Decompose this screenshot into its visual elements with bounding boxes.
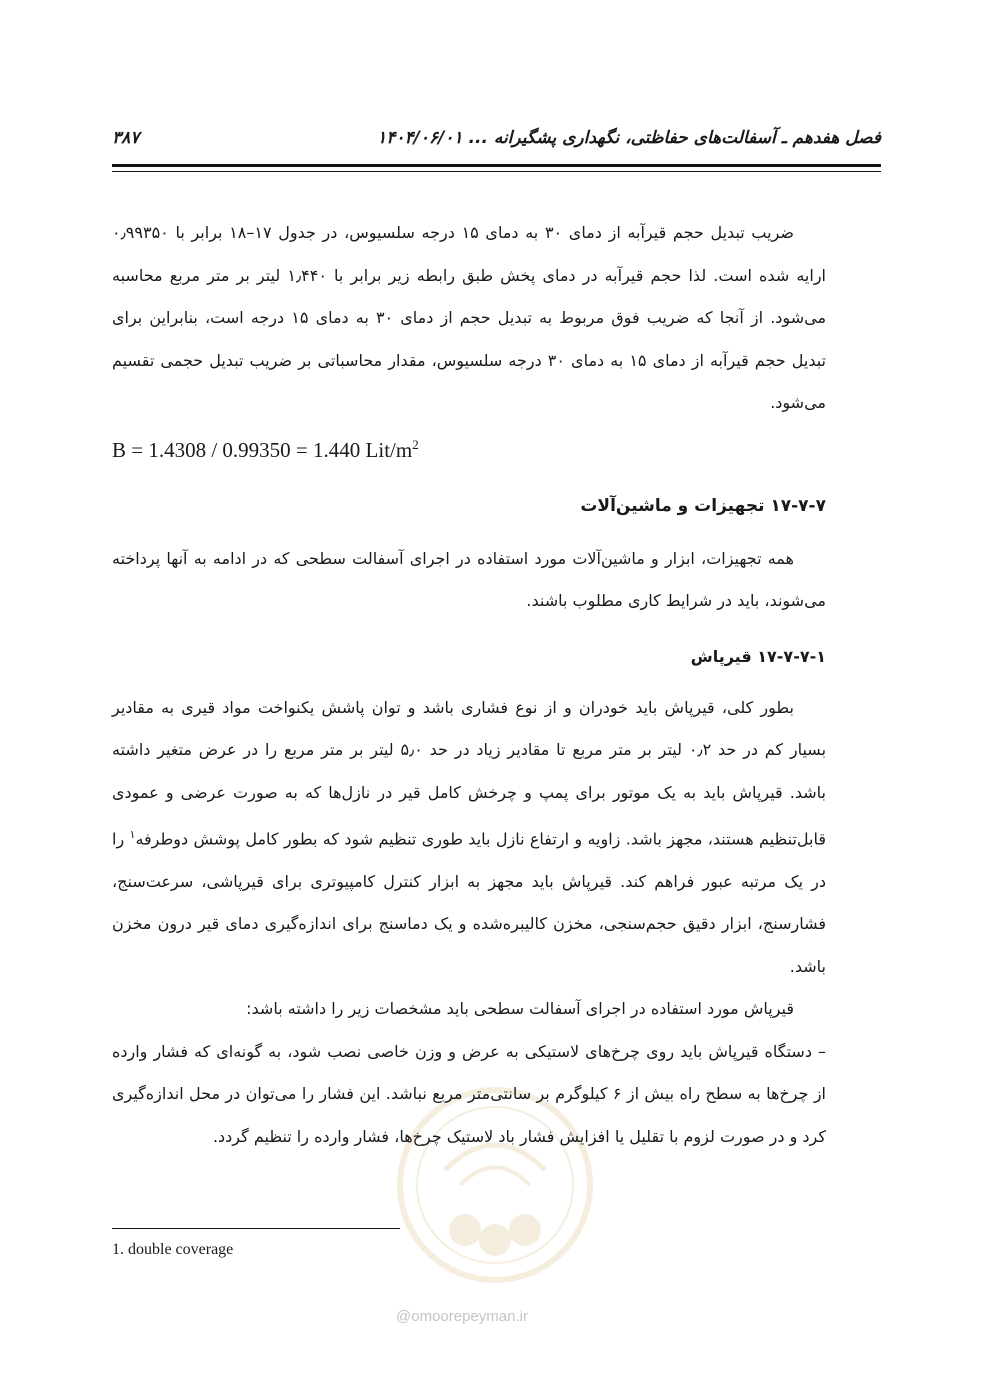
formula-text: B = 1.4308 / 0.99350 = 1.440 Lit/m — [112, 437, 413, 462]
paragraph-distributor-part-a: بطور کلی، قیرپاش باید خودران و از نوع فشاری باشد و توان پاشش یکنواخت مواد قیری به مقادیر بسیار کم در حد ۰٫۲ لیتر بر متر مربع تا مقادیر زیاد در حد ۵٫۰ لیتر بر متر مربع را در عرض متغیر داشته باشد. قیرپاش باید به یک موتور برای پمپ و چرخش کامل قیر در نازل‌ها که به صورت عرضی و عمودی قابل‌تنظیم هستند، مجهز باشد. زاویه و ارتفاع نازل باید طوری تنظیم شود که بطور کامل پوشش دوطرفه — [112, 697, 827, 849]
footnote-marker: ۱ — [129, 828, 136, 841]
chapter-title: فصل هفدهم ـ آسفالت‌های حفاظتی، نگهداری پشگیرانه ... ۱۴۰۴/۰۶/۰۱ — [377, 128, 881, 148]
section-heading-equipment: ۱۷-۷-۷ تجهیزات و ماشین‌آلات — [580, 495, 826, 516]
paragraph-specs-intro: قیرپاش مورد استفاده در اجرای آسفالت سطحی باید مشخصات زیر را داشته باشد: — [246, 999, 794, 1019]
watermark-text: @omoorepeyman.ir — [396, 1308, 528, 1325]
paragraph-distributor — [112, 687, 826, 989]
header-rule-thin — [112, 171, 881, 172]
paragraph-wheel-spec: – دستگاه قیرپاش باید روی چرخ‌های لاستیکی به عرض و وزن خاصی نصب شود، به گونه‌ای که فشار وارده از چرخ‌ها به سطح راه بیش از ۶ کیلوگرم بر سانتی‌متر مربع نباشد. این فشار را می‌توان در محل اندازه‌گیری کرد و در صورت لزوم با تقلیل یا افزایش فشار باد لاستیک چرخ‌ها، فشار وارده را تنظیم گردد. — [112, 1041, 826, 1146]
paragraph-equipment: همه تجهیزات، ابزار و ماشین‌آلات مورد استفاده در اجرای آسفالت سطحی که در ادامه به آنها پرداخته می‌شوند، باید در شرایط کاری مطلوب باشند. — [112, 548, 826, 610]
paragraph-distributor-part-b: را در یک مرتبه عبور فراهم کند. قیرپاش باید مجهز به ابزار کنترل کامپیوتری برای قیرپاشی، سرعت‌سنج، فشارسنج، ابزار دقیق حجم‌سنجی، مخزن کالیبره‌شده و یک دماسنج برای اندازه‌گیری دمای قیر درون مخزن باشد. — [112, 829, 826, 976]
header-rule-thick — [112, 164, 881, 167]
page-number: ۳۸۷ — [112, 128, 140, 148]
footnote: 1. double coverage — [112, 1241, 234, 1258]
subsection-heading-distributor: ۱۷-۷-۷-۱ قیرپاش — [690, 646, 826, 666]
page-header — [112, 128, 881, 158]
paragraph-conversion-factor: ضریب تبدیل حجم قیرآبه از دمای ۳۰ به دمای ۱۵ درجه سلسیوس، در جدول ۱۷–۱۸ برابر با ۰٫۹۹۳۵۰ ارایه شده است. لذا حجم قیرآبه در دمای پخش طبق رابطه زیر برابر با ۱٫۴۴۰ لیتر بر متر مربع محاسبه می‌شود. از آنجا که ضریب فوق مربوط به تبدیل حجم از دمای ۳۰ به دمای ۱۵ درجه است، بنابراین برای تبدیل حجم قیرآبه از دمای ۱۵ به دمای ۳۰ درجه سلسیوس، مقدار محاسباتی بر ضریب تبدیل حجمی تقسیم می‌شود. — [112, 223, 827, 412]
formula-b — [112, 425, 826, 470]
page-body — [112, 212, 826, 1158]
footnote-rule — [112, 1228, 400, 1229]
formula-exponent: 2 — [412, 436, 419, 452]
